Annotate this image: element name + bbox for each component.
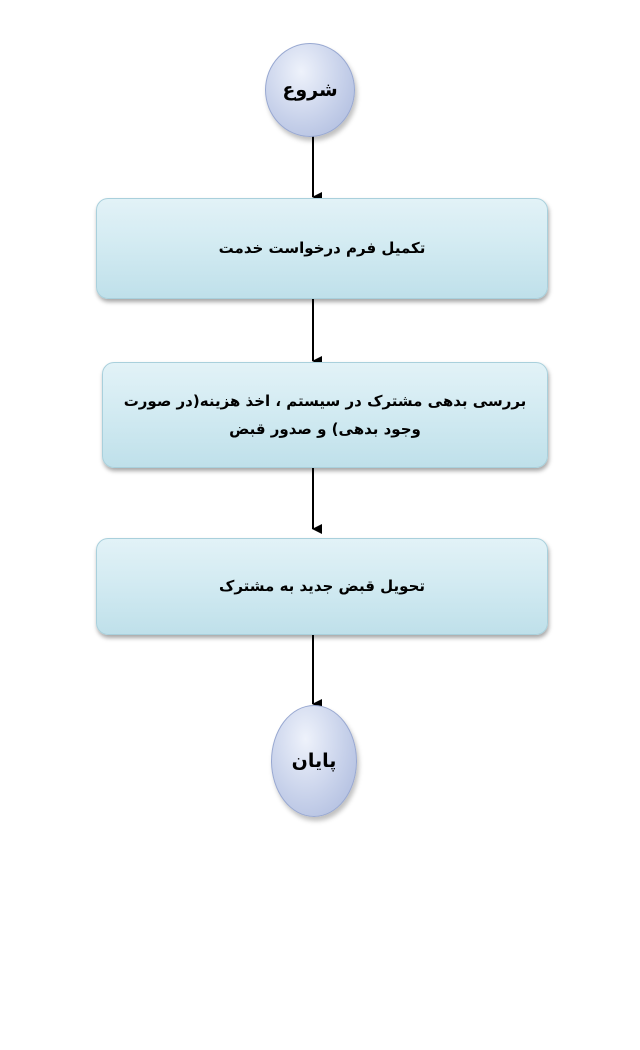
step-deliver-new-bill — [96, 538, 548, 635]
step-fill-request-form — [96, 198, 548, 299]
step-label: تحویل قبض جدید به مشترک — [218, 577, 426, 596]
step-label: بررسی بدهی مشترک در سیستم ، اخذ هزینه(در صورت وجود بدهی) و صدور قبض — [123, 391, 527, 438]
start-node — [265, 43, 355, 137]
start-label: شروع — [282, 79, 338, 101]
end-node — [271, 705, 357, 817]
step-check-debt-and-issue-bill — [102, 362, 548, 468]
end-label: پایان — [291, 750, 337, 772]
step-label: تکمیل فرم درخواست خدمت — [218, 239, 426, 258]
